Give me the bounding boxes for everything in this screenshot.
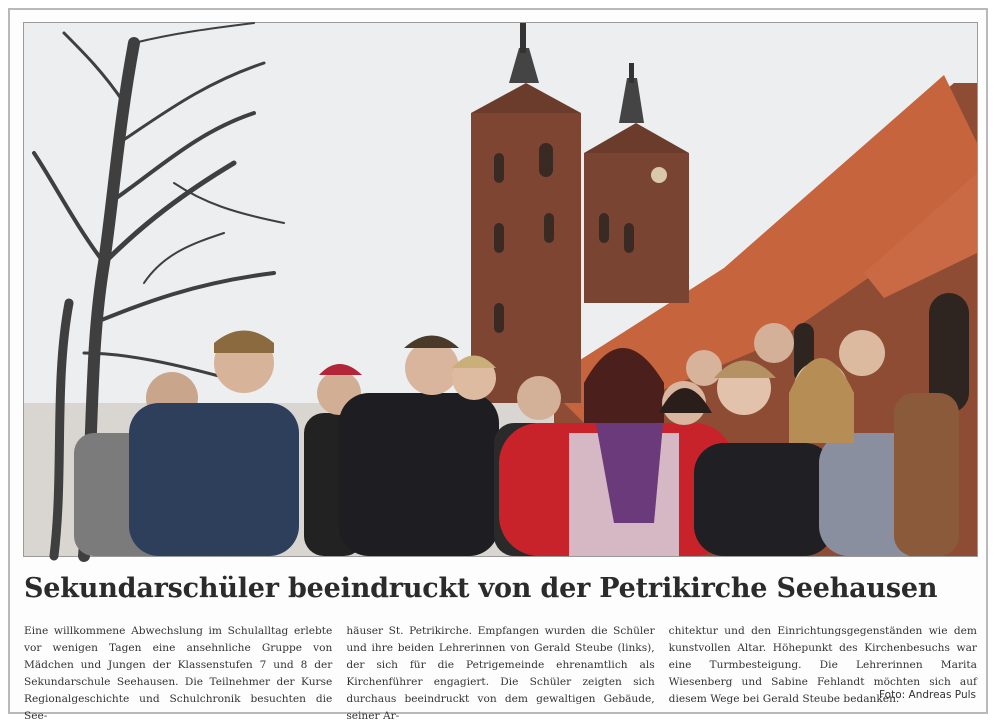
article-body xyxy=(24,623,977,722)
article-column-2: häuser St. Petrikirche. Empfangen wurden die Schüler und ihre beiden Lehrerinnen von Gerald Steube (links), der sich für die Petrigemeinde ehrenamtlich als Kirchenführer engagiert. Die Schüler zeigten sich durchaus beeindruckt von dem gewaltigen Gebäude, seiner Ar- xyxy=(346,625,655,722)
article-column-1: Eine willkommene Abwechslung im Schulalltag erlebte vor wenigen Tagen eine ansehnliche Gruppe von Mädchen und Jungen der Klassenstufen 7 und 8 der Sekundarschule Seehausen. Die Teilnehmer der Kurse Regionalgeschichte und Schulchronik besuchten die See- xyxy=(24,625,333,722)
article-column-3: chitektur und den Einrichtungsgegenständen wie dem kunstvollen Altar. Höhepunkt des Kirchenbesuchs war eine Turmbesteigung. Die Lehrerinnen Marita Wiesenberg und Sabine Fehlandt möchten sich auf diesem Wege bei Gerald Steube bedanken. xyxy=(668,625,977,705)
photo-credit: Foto: Andreas Puls xyxy=(879,689,976,701)
article-photo xyxy=(23,22,978,557)
article-headline: Sekundarschüler beeindruckt von der Petrikirche Seehausen xyxy=(24,573,938,604)
